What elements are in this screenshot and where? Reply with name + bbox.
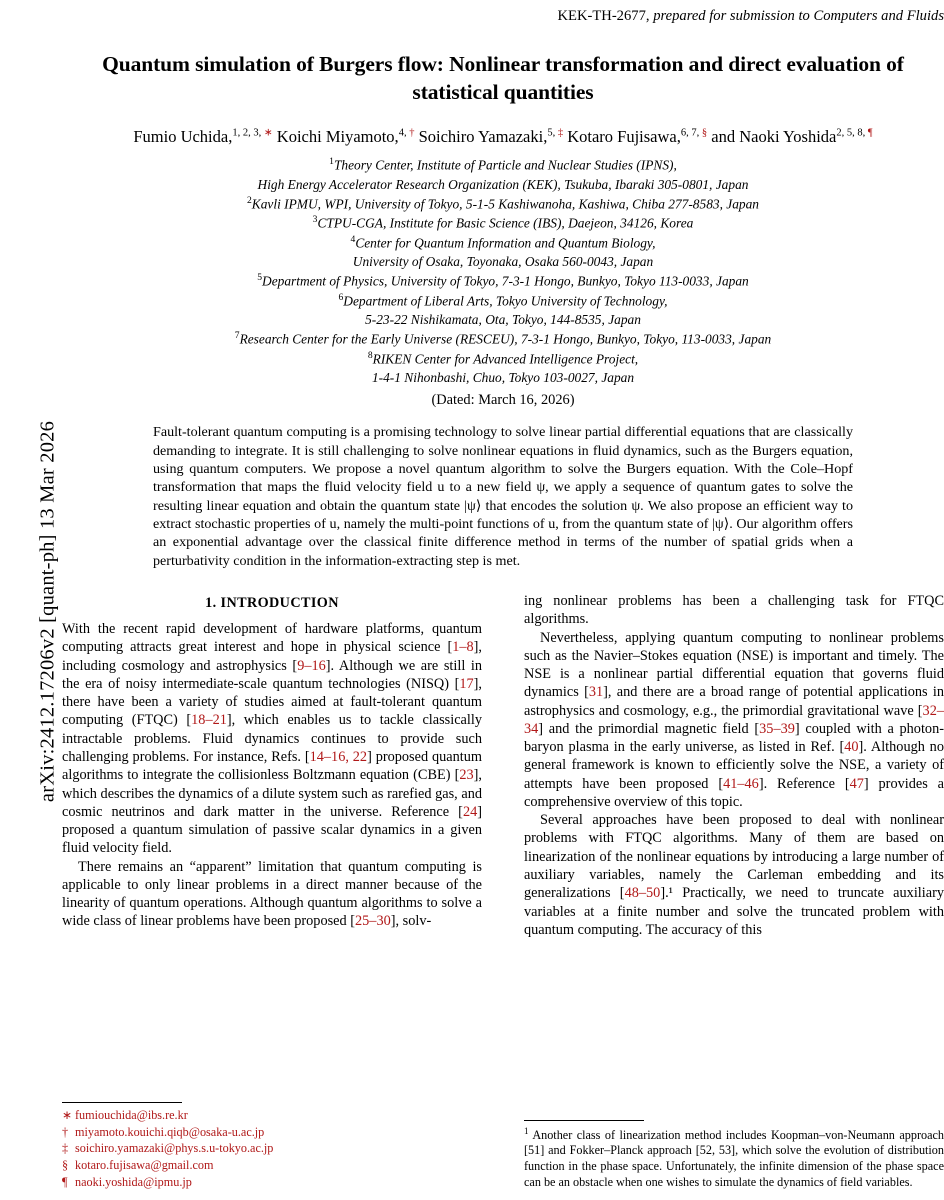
author-email-link[interactable]: naoki.yoshida@ipmu.jp	[75, 1175, 192, 1190]
citation-link[interactable]: 17	[459, 675, 474, 692]
right-column	[524, 592, 944, 939]
affiliation-line: 5-23-22 Nishikamata, Ota, Tokyo, 144-8535, Japan	[365, 312, 641, 328]
submission-note: prepared for submission to Computers and Fluids	[653, 8, 944, 24]
citation-link[interactable]: 25–30	[355, 913, 391, 930]
footnote-contact	[62, 1175, 482, 1191]
author-email-link[interactable]: kotaro.fujisawa@gmail.com	[75, 1158, 214, 1173]
citation-link[interactable]: 14–16, 22	[309, 749, 368, 765]
paragraph: Nevertheless, applying quantum computing to nonlinear problems such as the Navier–Stokes equation (NSE) is important and timely. The NSE is a nonlinear partial differential equation that governs fluid dynamics [31], and there are a broad range of potential applications in astrophysics and cosmology, e.g., the primordial gravitational wave [32–34] and the primordial magnetic field [35–39] coupled with a photon-baryon plasma in the early universe, as listed in Ref. [40]. Although no general framework is known to efficiently solve the NSE, a variety of attempts have been proposed [41–46]. Reference [47] provides a comprehensive overview of this topic.	[524, 629, 944, 810]
affiliation-line: $^7$Research Center for the Early Universe (RESCEU), 7-3-1 Hongo, Bunkyo, Tokyo, 113-0033, Japan	[234, 330, 772, 347]
affiliation-line: High Energy Accelerator Research Organization (KEK), Tsukuba, Ibaraki 305-0801, Japan	[257, 176, 749, 192]
affiliation-line: $^2$Kavli IPMU, WPI, University of Tokyo, 5-1-5 Kashiwanoha, Kashiwa, Chiba 277-8583, Japan	[247, 194, 759, 212]
report-number: KEK-TH-2677,	[557, 8, 650, 24]
author-email-link[interactable]: soichiro.yamazaki@phys.s.u-tokyo.ac.jp	[75, 1141, 274, 1156]
footnote-text: Another class of linearization method includes Koopman–von-Neumann approach [51] and Fokker–Planck approach [52, 53], which solve the evolution of distribution function in the phase space. Unfortunately, the infinite dimension of the phase space can be an obstacle when one wishes to simulate the dynamics of field variables.	[524, 1127, 944, 1190]
citation-link[interactable]: 41–46	[723, 775, 759, 792]
citation-link[interactable]: 18–21	[191, 712, 227, 729]
citation-link[interactable]: 48–50	[624, 885, 661, 902]
footnote-block-left	[62, 1096, 482, 1192]
author-email-link[interactable]: miyamoto.kouichi.qiqb@osaka-u.ac.jp	[75, 1124, 265, 1139]
paragraph: Several approaches have been proposed to deal with nonlinear problems with FTQC algorithms. Many of them are based on linearization of the nonlinear equations by introducing a large number of auxiliary variables, namely the Carleman embedding and its generalizations [48–50].¹ Practically, we need to truncate auxiliary variables at a finite number and solve the truncated problem with quantum computing. The accuracy of this	[524, 812, 944, 938]
date-line: (Dated: March 16, 2026)	[431, 392, 575, 409]
section-heading-introduction: 1. INTRODUCTION	[205, 595, 339, 611]
arxiv-identifier-stamp: arXiv:2412.17206v2 [quant-ph] 13 Mar 2026	[36, 420, 59, 803]
citation-link[interactable]: 35–39	[759, 720, 795, 737]
body-columns	[62, 592, 944, 1152]
affiliation-list	[62, 155, 944, 387]
footnote-contact	[62, 1158, 482, 1174]
paragraph: ing nonlinear problems has been a challenging task for FTQC algorithms.	[524, 593, 944, 628]
citation-link[interactable]: 1–8	[452, 639, 474, 656]
footnote-symbol: ∗	[62, 1107, 73, 1122]
affiliation-line: $^8$RIKEN Center for Advanced Intelligence Project,	[367, 349, 639, 367]
footnote-divider	[62, 1102, 182, 1103]
footnote-divider	[524, 1120, 644, 1121]
abstract-text: Fault-tolerant quantum computing is a promising technology to solve linear partial differential equations that are classically demanding to integrate. It is still challenging to solve nonlinear equations in fluid dynamics, such as the Burgers equation, using quantum computers. We propose a novel quantum algorithm to solve the Burgers equation. With the Cole–Hopf transformation that maps the fluid velocity field u to a new field ψ, we apply a sequence of quantum gates to solve the resulting linear equation and obtain the quantum state |ψ⟩ that encodes the solution ψ. We also propose an efficient way to extract stochastic properties of u, namely the multi-point functions of u, from the quantum state of |ψ⟩. Our algorithm offers an exponential advantage over the classical finite difference method in terms of the number of spatial grids when a perturbativity condition in the information-extracting step is met.	[153, 424, 853, 569]
paragraph: There remains an “apparent” limitation that quantum computing is applicable to only linear problems in a direct manner because of the linearity of quantum operations. Although quantum algorithms to solve a wide class of linear problems have been proposed [25–30], solv-	[62, 858, 482, 930]
affiliation-line: $^1$Theory Center, Institute of Particle and Nuclear Studies (IPNS),	[329, 156, 677, 173]
paragraph: With the recent rapid development of hardware platforms, quantum computing attracts great interest and hope in physical science [1–8], including cosmology and astrophysics [9–16]. Although we are still in the era of noisy intermediate-scale quantum technologies (NISQ) [17], there have been a variety of studies aimed at fault-tolerant quantum computing (FTQC) [18–21], which enables us to tackle classically intractable problems. Fluid dynamics continues to provide such challenging problems. For instance, Refs. [14–16, 22] proposed quantum algorithms to integrate the collisionless Boltzmann equation (CBE) [23], which describes the dynamics of a dilute system such as rarefied gas, and cosmic neutrinos and dark matter in the universe. Reference [24] proposed a quantum simulation of passive scalar dynamics in a given fluid velocity field.	[62, 621, 483, 857]
footnote-contact	[62, 1108, 482, 1124]
affiliation-line: 1-4-1 Nihonbashi, Chuo, Tokyo 103-0027, Japan	[371, 370, 635, 386]
footnote-symbol: §	[62, 1158, 69, 1173]
footnote-symbol: ‡	[62, 1141, 69, 1156]
citation-link[interactable]: 32–34	[524, 702, 944, 737]
affiliation-line: $^5$Department of Physics, University of Tokyo, 7-3-1 Hongo, Bunkyo, Tokyo 113-0033, Japan	[257, 272, 749, 289]
left-column	[62, 592, 482, 931]
citation-link[interactable]: 24	[462, 803, 478, 820]
citation-link[interactable]: 23	[459, 767, 474, 784]
preprint-header	[62, 0, 944, 25]
affiliation-line: $^6$Department of Liberal Arts, Tokyo University of Technology,	[338, 291, 668, 309]
citation-link[interactable]: 31	[588, 684, 604, 701]
citation-link[interactable]: 47	[849, 775, 864, 792]
footnote-contact	[62, 1125, 482, 1141]
page-title: Quantum simulation of Burgers flow: Nonlinear transformation and direct evaluation of statistical quantities	[102, 52, 904, 104]
affiliation-line: University of Osaka, Toyonaka, Osaka 560-0043, Japan	[352, 254, 654, 270]
footnote-contact	[62, 1141, 482, 1157]
footnote-symbol: †	[62, 1124, 69, 1139]
footnote-symbol: ¶	[62, 1175, 68, 1190]
citation-link[interactable]: 40	[844, 739, 859, 756]
citation-link[interactable]: 9–16	[297, 657, 326, 674]
affiliation-line: $^4$Center for Quantum Information and Quantum Biology,	[350, 233, 656, 251]
author-email-link[interactable]: fumiouchida@ibs.re.kr	[75, 1107, 188, 1122]
paper-content	[62, 0, 944, 570]
footnote-block-right	[524, 1114, 944, 1193]
author-list: Fumio Uchida,$^{1, 2, 3, ∗}$ Koichi Miyamoto,$^{4, \dagger}$ Soichiro Yamazaki,$^{5, \ddagger}$ Kotaro Fujisawa,$^{6, 7, \S}$ and Naoki Yoshida$^{2, 5, 8, \P}$	[133, 127, 873, 147]
footnote-number: 1	[524, 1125, 529, 1136]
affiliation-line: $^3$CTPU-CGA, Institute for Basic Science (IBS), Daejeon, 34126, Korea	[312, 214, 694, 231]
footnote-item	[524, 1126, 944, 1192]
